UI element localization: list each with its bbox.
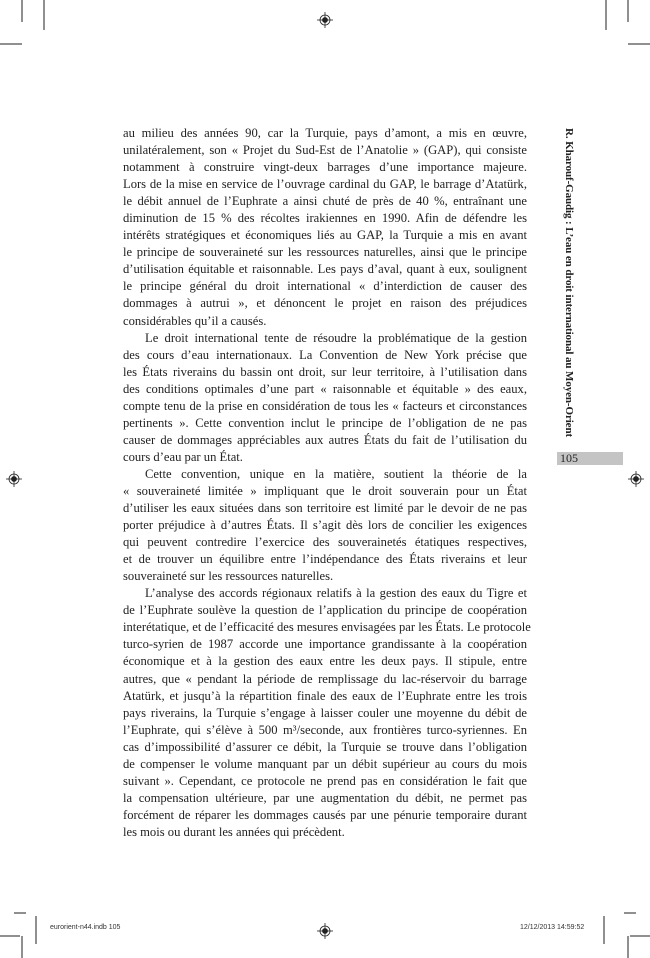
text-line: des cours d’eau internationaux. La Convention de New York précise que: [123, 347, 527, 362]
text-line: les États riverains du bassin ont droit, sur leur territoire, à l’utilisation dans: [123, 364, 527, 379]
registration-mark-icon: [6, 471, 22, 487]
text-line: compte tenu de la prise en considération de tous les « facteurs et circonstances: [123, 398, 527, 413]
text-line: interétatique, et de l’efficacité des mesures envisagées par les États. Le protocole: [123, 620, 531, 635]
text-line: le débit annuel de l’Euphrate a ainsi chuté de près de 40 %, entraînant une: [123, 194, 527, 209]
text-line: suivant ». Cependant, ce protocole ne prend pas en considération le fait que: [123, 773, 527, 788]
text-line: de l’Euphrate soulève la question de l’application du principe de coopération: [123, 603, 527, 618]
text-line: pertinents ». Cette convention inclut le principe de l’obligation de ne pas: [123, 415, 527, 430]
text-line: L’analyse des accords régionaux relatifs à la gestion des eaux du Tigre et: [145, 586, 527, 601]
text-line: Le droit international tente de résoudre la problématique de la gestion: [145, 330, 527, 345]
text-line: notamment à construire vingt-deux barrages d’une importance majeure.: [123, 160, 527, 175]
text-line: forcément de réparer les dommages causés par une pénurie temporaire durant: [123, 807, 527, 822]
text-line: intérêts stratégiques et économiques liés au GAP, la Turquie a mis en avant: [123, 228, 527, 243]
text-line: d’utiliser les eaux situées dans son territoire est limité par le devoir de ne pas: [123, 501, 527, 516]
text-line: d’utilisation équitable et raisonnable. Les pays d’aval, quant à eux, soulignent: [123, 262, 527, 277]
text-line: l’Euphrate, qui s’élève à 500 m³/seconde, aux frontières turco-syriennes. En: [123, 722, 527, 737]
running-head: R. Kharouf-Gaudig : L’eau en droit international au Moyen-Orient: [563, 128, 575, 438]
slug-timestamp: 12/12/2013 14:59:52: [520, 924, 585, 931]
body-text: [123, 125, 531, 841]
text-line: diminution de 15 % des récoltes irakiennes en 1990. Afin de défendre les: [123, 211, 527, 226]
text-line: autres, que « pendant la période de remplissage du lac-réservoir du barrage: [123, 671, 527, 686]
text-line: cas d’impossibilité d’assurer ce débit, la Turquie se trouve dans l’obligation: [123, 739, 527, 754]
registration-mark-icon: [317, 923, 333, 939]
text-line: « souveraineté limitée » impliquant que le droit souverain pour un État: [123, 483, 527, 498]
text-line: et de trouver un équilibre entre l’indépendance des États riverains et leur: [123, 552, 527, 567]
text-line: le principe général du droit international « d’interdiction de causer des: [123, 279, 527, 294]
paragraph: [123, 585, 531, 841]
paragraph: [123, 466, 527, 585]
text-line: dommages à autrui », et dénoncent le projet en raison des préjudices: [123, 296, 527, 311]
text-line: qui peuvent contredire l’exercice des souverainetés étatiques respectives,: [123, 535, 527, 550]
text-line: les mois ou durant les années qui précèdent.: [123, 824, 345, 839]
text-line: cours d’eau par un État.: [123, 449, 243, 464]
text-line: souveraineté sur les ressources naturelles.: [123, 569, 334, 584]
text-line: Atatürk, et jusqu’à la répartition finale des eaux de l’Euphrate entre les trois: [123, 688, 527, 703]
text-line: le principe de souveraineté sur les ressources naturelles, ainsi que le principe: [123, 245, 527, 260]
text-line: causer de dommages appréciables aux autres États du fait de l’utilisation du: [123, 432, 527, 447]
text-line: considérables qu’il a causés.: [123, 313, 267, 328]
text-line: Lors de la mise en service de l’ouvrage cardinal du GAP, le barrage d’Atatürk,: [123, 177, 527, 192]
text-line: la compensation ultérieure, par une augmentation du débit, ne permet pas: [123, 790, 527, 805]
registration-mark-icon: [317, 12, 333, 28]
paragraph: [123, 125, 527, 330]
text-line: Cette convention, unique en la matière, soutient la théorie de la: [145, 466, 527, 481]
text-line: unilatéralement, son « Projet du Sud-Est de l’Anatolie » (GAP), qui consiste: [123, 143, 527, 158]
slug-filename: eurorient-n44.indb 105: [50, 924, 121, 931]
page-number: 105: [557, 452, 623, 465]
text-line: turco-syrien de 1987 accorde une importance grandissante à la coopération: [123, 637, 527, 652]
registration-mark-icon: [628, 471, 644, 487]
text-line: des conditions optimales d’une part « raisonnable et équitable » des eaux,: [123, 381, 527, 396]
text-line: pays riverains, la Turquie s’engage à laisser couler une moyenne du débit de: [123, 705, 527, 720]
text-line: de compenser le volume manquant par un débit supérieur au cours du mois: [123, 756, 527, 771]
text-line: porter préjudice à d’autres États. Il s’agit dès lors de concilier les exigences: [123, 518, 527, 533]
paragraph: [123, 330, 527, 466]
text-line: au milieu des années 90, car la Turquie, pays d’amont, a mis en œuvre,: [123, 126, 527, 140]
text-line: économique et à la gestion des eaux entre les deux pays. Il stipule, entre: [123, 654, 527, 669]
